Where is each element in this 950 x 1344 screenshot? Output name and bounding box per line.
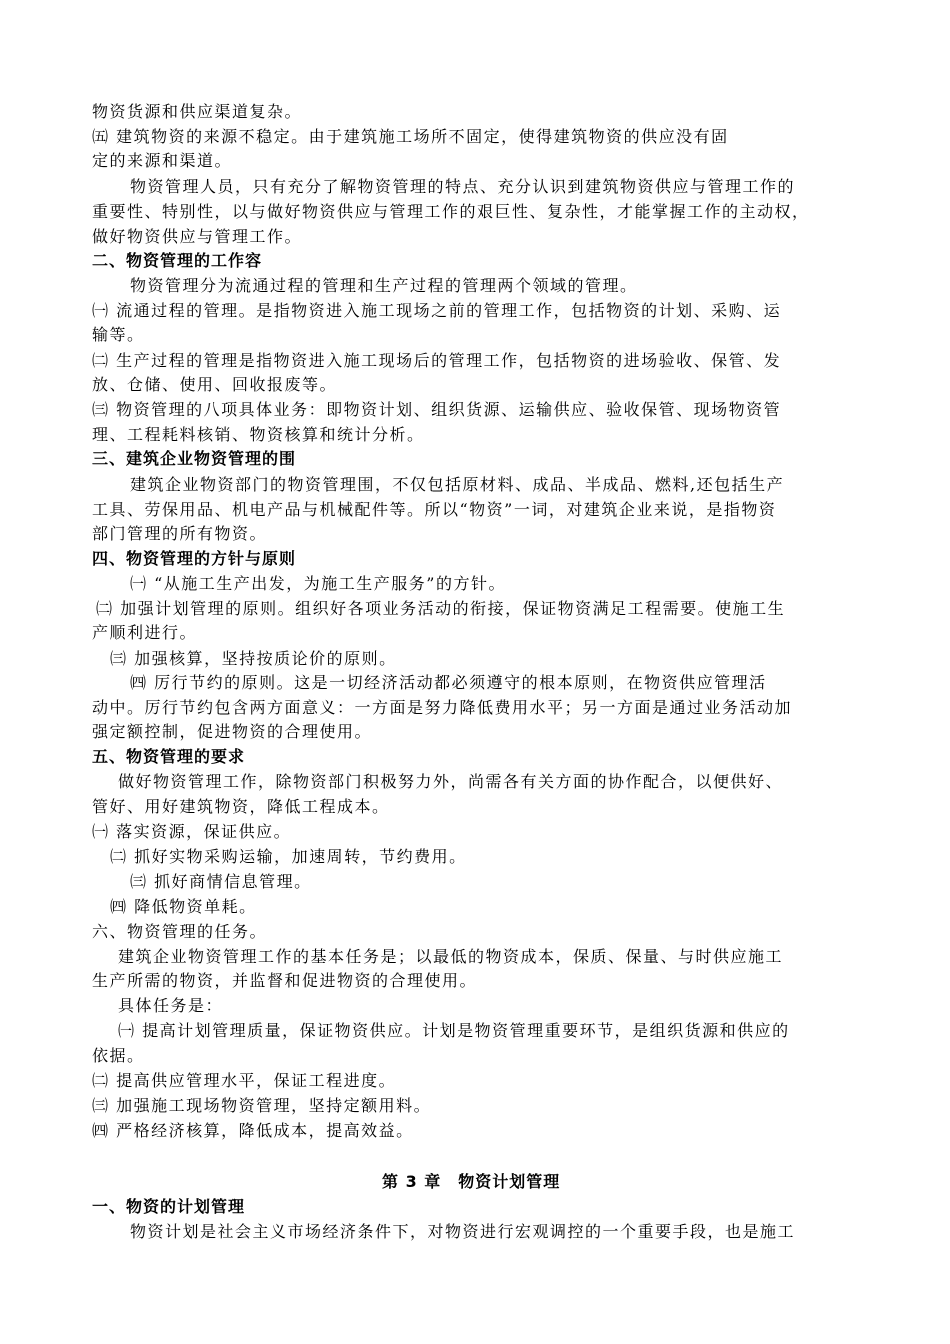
- section-heading-1: 一、物资的计划管理: [92, 1197, 246, 1216]
- text-line: 物资管理人员，只有充分了解物资管理的特点、充分认识到建筑物资供应与管理工作的: [130, 177, 796, 196]
- chapter-title: 第 3 章 物资计划管理: [382, 1172, 561, 1191]
- text-line: 重要性、特别性，以与做好物资供应与管理工作的艰巨性、复杂性，才能掌握工作的主动权，: [92, 202, 810, 221]
- text-line: ㈡ 提高供应管理水平，保证工程进度。: [92, 1071, 397, 1090]
- text-line: ㈠ “从施工生产出发，为施工生产服务”的方针。: [130, 574, 506, 593]
- text-line: 产顺利进行。: [92, 623, 198, 642]
- text-line: 做好物资供应与管理工作。: [92, 227, 303, 246]
- text-line: 动中。厉行节约包含两方面意义：一方面是努力降低费用水平；另一方面是通过业务活动加: [92, 698, 793, 717]
- section-heading-2: 二、物资管理的工作容: [92, 251, 263, 270]
- text-line: ㈣ 厉行节约的原则。这是一切经济活动都必须遵守的根本原则，在物资供应管理活: [130, 673, 767, 692]
- text-line: 物资货源和供应渠道复杂。: [92, 102, 303, 121]
- text-line: ㈣ 降低物资单耗。: [110, 897, 257, 916]
- text-line: 六、物资管理的任务。: [92, 922, 268, 941]
- text-line: 物资计划是社会主义市场经济条件下，对物资进行宏观调控的一个重要手段，也是施工: [130, 1222, 796, 1241]
- text-line: ㈢ 加强核算，坚持按质论价的原则。: [110, 649, 397, 668]
- text-line: 强定额控制，促进物资的合理使用。: [92, 722, 373, 741]
- text-line: 物资管理分为流通过程的管理和生产过程的管理两个领域的管理。: [130, 276, 638, 295]
- section-heading-3: 三、建筑企业物资管理的围: [92, 449, 297, 468]
- text-line: 建筑企业物资部门的物资管理围，不仅包括原材料、成品、半成品、燃料,还包括生产: [130, 475, 785, 494]
- text-line: 部门管理的所有物资。: [92, 524, 268, 543]
- text-line: 理、工程耗料核销、物资核算和统计分析。: [92, 425, 425, 444]
- text-line: 具体任务是：: [118, 996, 224, 1015]
- text-line: ㈠ 流通过程的管理。是指物资进入施工现场之前的管理工作，包括物资的计划、采购、运: [92, 301, 782, 320]
- text-line: ㈠ 落实资源，保证供应。: [92, 822, 292, 841]
- text-line: 输等。: [92, 325, 145, 344]
- text-line: ㈡ 抓好实物采购运输，加速周转，节约费用。: [110, 847, 467, 866]
- text-line: 定的来源和渠道。: [92, 151, 233, 170]
- text-line: ㈢ 抓好商情信息管理。: [130, 872, 312, 891]
- text-line: 依据。: [92, 1046, 145, 1065]
- text-line: ㈡ 加强计划管理的原则。组织好各项业务活动的衔接，保证物资满足工程需要。使施工生: [96, 599, 786, 618]
- text-line: ㈡ 生产过程的管理是指物资进入施工现场后的管理工作，包括物资的进场验收、保管、发: [92, 351, 782, 370]
- text-line: ㈢ 加强施工现场物资管理，坚持定额用料。: [92, 1096, 432, 1115]
- text-line: 放、仓储、使用、回收报废等。: [92, 375, 338, 394]
- text-line: ㈣ 严格经济核算，降低成本，提高效益。: [92, 1121, 414, 1140]
- text-line: ㈠ 提高计划管理质量，保证物资供应。计划是物资管理重要环节，是组织货源和供应的: [118, 1021, 790, 1040]
- text-line: 建筑企业物资管理工作的基本任务是；以最低的物资成本，保质、保量、与时供应施工: [118, 947, 784, 966]
- text-line: 做好物资管理工作，除物资部门积极努力外，尚需各有关方面的协作配合，以便供好、: [118, 772, 784, 791]
- text-line: ㈤ 建筑物资的来源不稳定。由于建筑施工场所不固定，使得建筑物资的供应没有固: [92, 127, 729, 146]
- text-line: 管好、用好建筑物资，降低工程成本。: [92, 797, 390, 816]
- section-heading-5: 五、物资管理的要求: [92, 747, 246, 766]
- section-heading-4: 四、物资管理的方针与原则: [92, 549, 297, 568]
- text-line: ㈢ 物资管理的八项具体业务：即物资计划、组织货源、运输供应、验收保管、现场物资管: [92, 400, 782, 419]
- text-line: 工具、劳保用品、机电产品与机械配件等。所以“物资”一词，对建筑企业来说，是指物资: [92, 500, 777, 519]
- text-line: 生产所需的物资，并监督和促进物资的合理使用。: [92, 971, 478, 990]
